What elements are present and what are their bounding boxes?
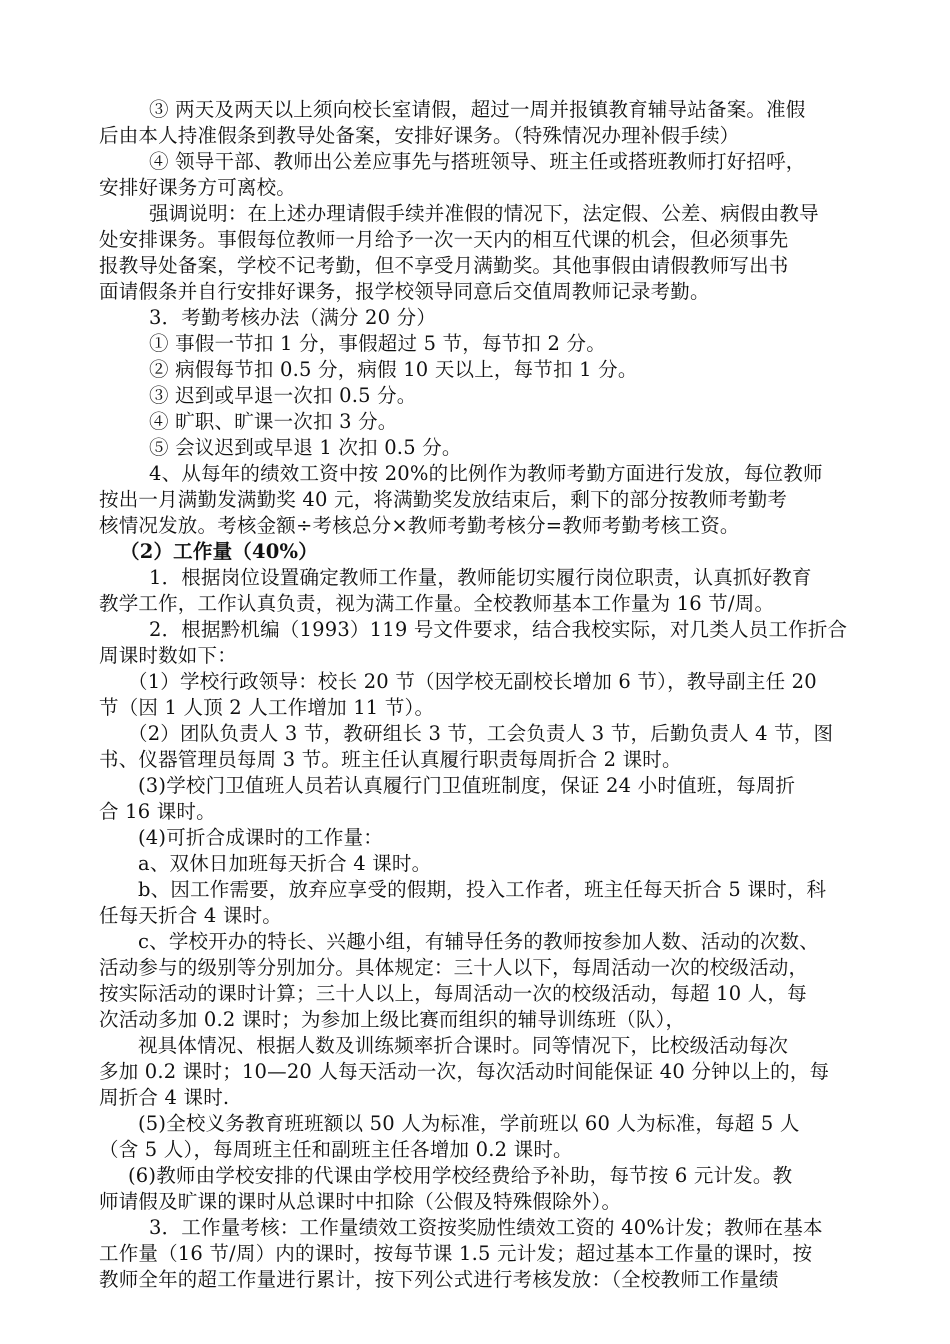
text-line: 工作量（16 节/周）内的课时，按每节课 1.5 元计发；超过基本工作量的课时，按 bbox=[99, 1242, 813, 1265]
text-line: 合 16 课时。 bbox=[99, 800, 216, 823]
text-line: 按出一月满勤发满勤奖 40 元，将满勤奖发放结束后，剩下的部分按教师考勤考 bbox=[99, 488, 788, 511]
list-item: ① 事假一节扣 1 分，事假超过 5 节，每节扣 2 分。 bbox=[149, 332, 606, 355]
list-item: ⑤ 会议迟到或早退 1 次扣 0.5 分。 bbox=[149, 436, 462, 459]
list-item: b、因工作需要，放弃应享受的假期，投入工作者，班主任每天折合 5 课时，科 bbox=[138, 878, 827, 901]
list-item: ② 病假每节扣 0.5 分，病假 10 天以上，每节扣 1 分。 bbox=[149, 358, 638, 381]
list-item: c、学校开办的特长、兴趣小组，有辅导任务的教师按参加人数、活动的次数、 bbox=[138, 930, 819, 953]
section-heading: 3．考勤考核办法（满分 20 分） bbox=[149, 306, 437, 329]
text-line: 4、从每年的绩效工资中按 20%的比例作为教师考勤方面进行发放，每位教师 bbox=[149, 462, 823, 485]
text-line: 教学工作，工作认真负责，视为满工作量。全校教师基本工作量为 16 节/周。 bbox=[99, 592, 775, 615]
text-line: 安排好课务方可离校。 bbox=[99, 176, 297, 199]
text-line: 任每天折合 4 课时。 bbox=[99, 904, 283, 927]
list-item: ③ 迟到或早退一次扣 0.5 分。 bbox=[149, 384, 417, 407]
text-line: 按实际活动的课时计算；三十人以上，每周活动一次的校级活动，每超 10 人，每 bbox=[99, 982, 807, 1005]
text-line: (6)教师由学校安排的代课由学校用学校经费给予补助，每节按 6 元计发。教 bbox=[128, 1164, 793, 1187]
text-line: ③ 两天及两天以上须向校长室请假，超过一周并报镇教育辅导站备案。准假 bbox=[149, 98, 806, 121]
text-line: 活动参与的级别等分别加分。具体规定：三十人以下，每周活动一次的校级活动， bbox=[99, 956, 809, 979]
text-line: (4)可折合成课时的工作量： bbox=[138, 826, 383, 849]
text-line: 2．根据黔机编（1993）119 号文件要求，结合我校实际，对几类人员工作折合 bbox=[149, 618, 848, 641]
text-line: 面请假条并自行安排好课务，报学校领导同意后交值周教师记录考勤。 bbox=[99, 280, 710, 303]
text-line: 报教导处备案，学校不记考勤，但不享受月满勤奖。其他事假由请假教师写出书 bbox=[99, 254, 789, 277]
text-line: 视具体情况、根据人数及训练频率折合课时。同等情况下，比校级活动每次 bbox=[138, 1034, 789, 1057]
text-line: 次活动多加 0.2 课时；为参加上级比赛而组织的辅导训练班（队）， bbox=[99, 1008, 686, 1031]
text-line: 多加 0.2 课时；10—20 人每天活动一次，每次活动时间能保证 40 分钟以上的，每 bbox=[99, 1060, 830, 1083]
text-line: （1）学校行政领导：校长 20 节（因学校无副校长增加 6 节），教导副主任 20 bbox=[128, 670, 817, 693]
text-line: 核情况发放。考核金额÷考核总分×教师考勤考核分=教师考勤考核工资。 bbox=[99, 514, 740, 537]
text-line: 1．根据岗位设置确定教师工作量，教师能切实履行岗位职责，认真抓好教育 bbox=[149, 566, 812, 589]
text-line: ④ 领导干部、教师出公差应事先与搭班领导、班主任或搭班教师打好招呼， bbox=[149, 150, 806, 173]
list-item: ④ 旷职、旷课一次扣 3 分。 bbox=[149, 410, 398, 433]
text-line: （2）团队负责人 3 节，教研组长 3 节，工会负责人 3 节，后勤负责人 4 节，图 bbox=[128, 722, 834, 745]
text-line: 师请假及旷课的课时从总课时中扣除（公假及特殊假除外）。 bbox=[99, 1190, 622, 1213]
text-line: (5)全校义务教育班班额以 50 人为标准，学前班以 60 人为标准，每超 5 人 bbox=[138, 1112, 800, 1135]
text-line: 处安排课务。事假每位教师一月给予一次一天内的相互代课的机会，但必须事先 bbox=[99, 228, 789, 251]
text-line: 书、仪器管理员每周 3 节。班主任认真履行职责每周折合 2 课时。 bbox=[99, 748, 682, 771]
section-heading: （2）工作量（40%） bbox=[120, 540, 318, 563]
text-line: 周折合 4 课时. bbox=[99, 1086, 230, 1109]
text-line: 后由本人持准假条到教导处备案，安排好课务。（特殊情况办理补假手续） bbox=[99, 124, 740, 147]
text-line: 强调说明：在上述办理请假手续并准假的情况下，法定假、公差、病假由教导 bbox=[149, 202, 819, 225]
text-line: 周课时数如下： bbox=[99, 644, 237, 667]
text-line: 节（因 1 人顶 2 人工作增加 11 节）。 bbox=[99, 696, 435, 719]
text-line: （含 5 人），每周班主任和副班主任各增加 0.2 课时。 bbox=[99, 1138, 573, 1161]
text-line: 3．工作量考核：工作量绩效工资按奖励性绩效工资的 40%计发；教师在基本 bbox=[149, 1216, 823, 1239]
text-line: (3)学校门卫值班人员若认真履行门卫值班制度，保证 24 小时值班，每周折 bbox=[138, 774, 796, 797]
list-item: a、双休日加班每天折合 4 课时。 bbox=[138, 852, 432, 875]
text-line: 教师全年的超工作量进行累计，按下列公式进行考核发放：（全校教师工作量绩 bbox=[99, 1268, 779, 1291]
